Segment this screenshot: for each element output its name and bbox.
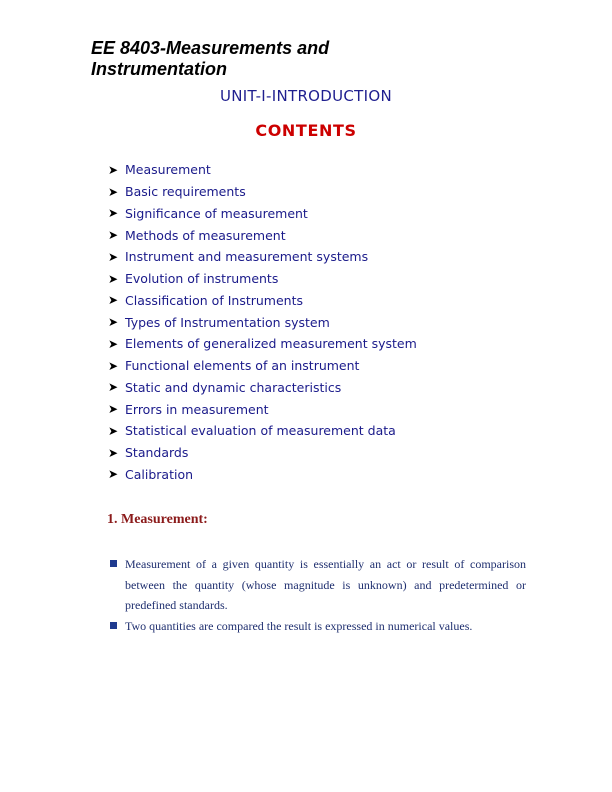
arrow-bullet-icon: ➤ [108, 184, 119, 199]
arrow-bullet-icon: ➤ [108, 271, 119, 286]
toc-item [108, 420, 417, 442]
arrow-bullet-icon: ➤ [108, 467, 119, 482]
toc-item [108, 203, 417, 225]
arrow-bullet-icon: ➤ [108, 228, 119, 243]
table-of-contents [108, 159, 417, 485]
toc-item-label: Evolution of instruments [125, 271, 279, 287]
arrow-bullet-icon: ➤ [108, 336, 119, 351]
arrow-bullet-icon: ➤ [108, 162, 119, 177]
toc-item-label: Methods of measurement [125, 227, 286, 243]
toc-item [108, 442, 417, 464]
toc-item-label: Standards [125, 445, 189, 461]
toc-item [108, 268, 417, 290]
bullet-text: Measurement of a given quantity is essentially an act or result of comparison between the quantity (whose magnitude is unknown) and predetermined or predefined standards. [125, 557, 526, 612]
arrow-bullet-icon: ➤ [108, 380, 119, 395]
toc-item-label: Calibration [125, 466, 194, 482]
toc-item-label: Statistical evaluation of measurement data [125, 423, 396, 439]
toc-item-label: Errors in measurement [125, 401, 269, 417]
toc-item [108, 181, 417, 203]
toc-item [108, 159, 417, 181]
toc-item [108, 377, 417, 399]
contents-heading: CONTENTS [255, 121, 357, 140]
arrow-bullet-icon: ➤ [108, 358, 119, 373]
document-title: EE 8403-Measurements and Instrumentation [91, 38, 330, 79]
bullet-item [108, 554, 526, 616]
arrow-bullet-icon: ➤ [108, 402, 119, 417]
arrow-bullet-icon: ➤ [108, 315, 119, 330]
toc-item [108, 311, 417, 333]
arrow-bullet-icon: ➤ [108, 423, 119, 438]
toc-item-label: Elements of generalized measurement system [125, 336, 417, 352]
toc-item-label: Measurement [125, 162, 211, 178]
unit-title: UNIT-I-INTRODUCTION [219, 87, 392, 105]
square-bullet-icon [110, 560, 117, 567]
toc-item-label: Significance of measurement [125, 205, 308, 221]
toc-item [108, 333, 417, 355]
toc-item-label: Functional elements of an instrument [125, 358, 360, 374]
square-bullet-icon [110, 622, 117, 629]
toc-item [108, 246, 417, 268]
toc-item-label: Instrument and measurement systems [125, 249, 369, 265]
arrow-bullet-icon: ➤ [108, 249, 119, 264]
toc-item-label: Static and dynamic characteristics [125, 379, 342, 395]
toc-item [108, 290, 417, 312]
toc-item-label: Basic requirements [125, 184, 246, 200]
section-heading: 1. Measurement: [107, 512, 208, 527]
toc-item [108, 224, 417, 246]
toc-item [108, 398, 417, 420]
toc-item [108, 355, 417, 377]
section-bullet-list [108, 554, 526, 636]
arrow-bullet-icon: ➤ [108, 293, 119, 308]
bullet-item [108, 616, 526, 637]
arrow-bullet-icon: ➤ [108, 206, 119, 221]
toc-item-label: Classification of Instruments [125, 292, 303, 308]
toc-item [108, 464, 417, 486]
arrow-bullet-icon: ➤ [108, 445, 119, 460]
bullet-text: Two quantities are compared the result is expressed in numerical values. [125, 618, 473, 633]
toc-item-label: Types of Instrumentation system [125, 314, 330, 330]
